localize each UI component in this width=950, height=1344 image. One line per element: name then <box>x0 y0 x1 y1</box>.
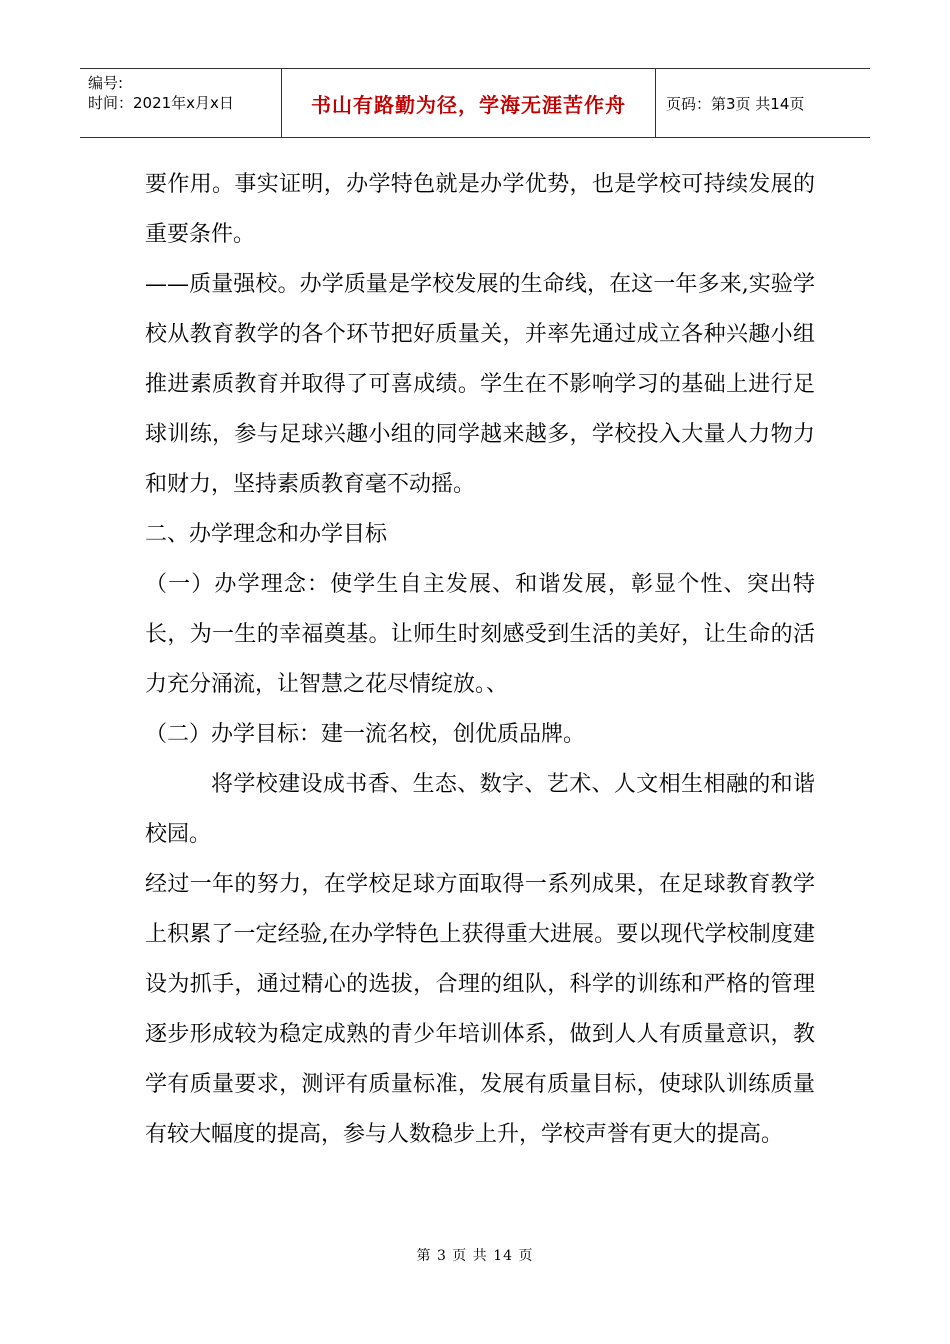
paragraph: （二）办学目标：建一流名校，创优质品牌。 <box>145 722 586 747</box>
paragraph: ——质量强校。办学质量是学校发展的生命线，在这一年多来,实验学校从教育教学的各个环节把好质量关，并率先通过成立各种兴趣小组推进素质教育并取得了可喜成绩。学生在不影响学习的基础上进行足球训练，参与足球兴趣小组的同学越来越多，学校投入大量人力物力和财力，坚持素质教育毫不动摇。 <box>145 272 815 497</box>
page-header <box>80 68 870 138</box>
page-footer: 第 3 页 共 14 页 <box>416 1248 534 1264</box>
header-page-info: 页码：第3页 共14页 <box>666 94 805 113</box>
paragraph: 要作用。事实证明，办学特色就是办学优势，也是学校可持续发展的重要条件。 <box>145 172 815 247</box>
paragraph: （一）办学理念：使学生自主发展、和谐发展，彰显个性、突出特长，为一生的幸福奠基。让师生时刻感受到生活的美好，让生命的活力充分涌流，让智慧之花尽情绽放。、 <box>145 572 815 697</box>
document-number-label: 编号: <box>88 74 124 92</box>
header-motto: 书山有路勤为径，学海无涯苦作舟 <box>282 69 656 137</box>
paragraph: 经过一年的努力，在学校足球方面取得一系列成果，在足球教育教学上积累了一定经验,在办学特色上获得重大进展。要以现代学校制度建设为抓手，通过精心的选拔，合理的组队，科学的训练和严格的管理逐步形成较为稳定成熟的青少年培训体系，做到人人有质量意识，教学有质量要求，测评有质量标准，发展有质量目标，使球队训练质量有较大幅度的提高，参与人数稳步上升，学校声誉有更大的提高。 <box>145 872 815 1147</box>
document-date: 时间：2021年x月x日 <box>88 94 234 112</box>
document-body <box>145 160 815 1160</box>
section-heading: 二、办学理念和办学目标 <box>145 522 388 547</box>
paragraph: 将学校建设成书香、生态、数字、艺术、人文相生相融的和谐校园。 <box>145 772 815 847</box>
header-meta <box>80 69 282 137</box>
